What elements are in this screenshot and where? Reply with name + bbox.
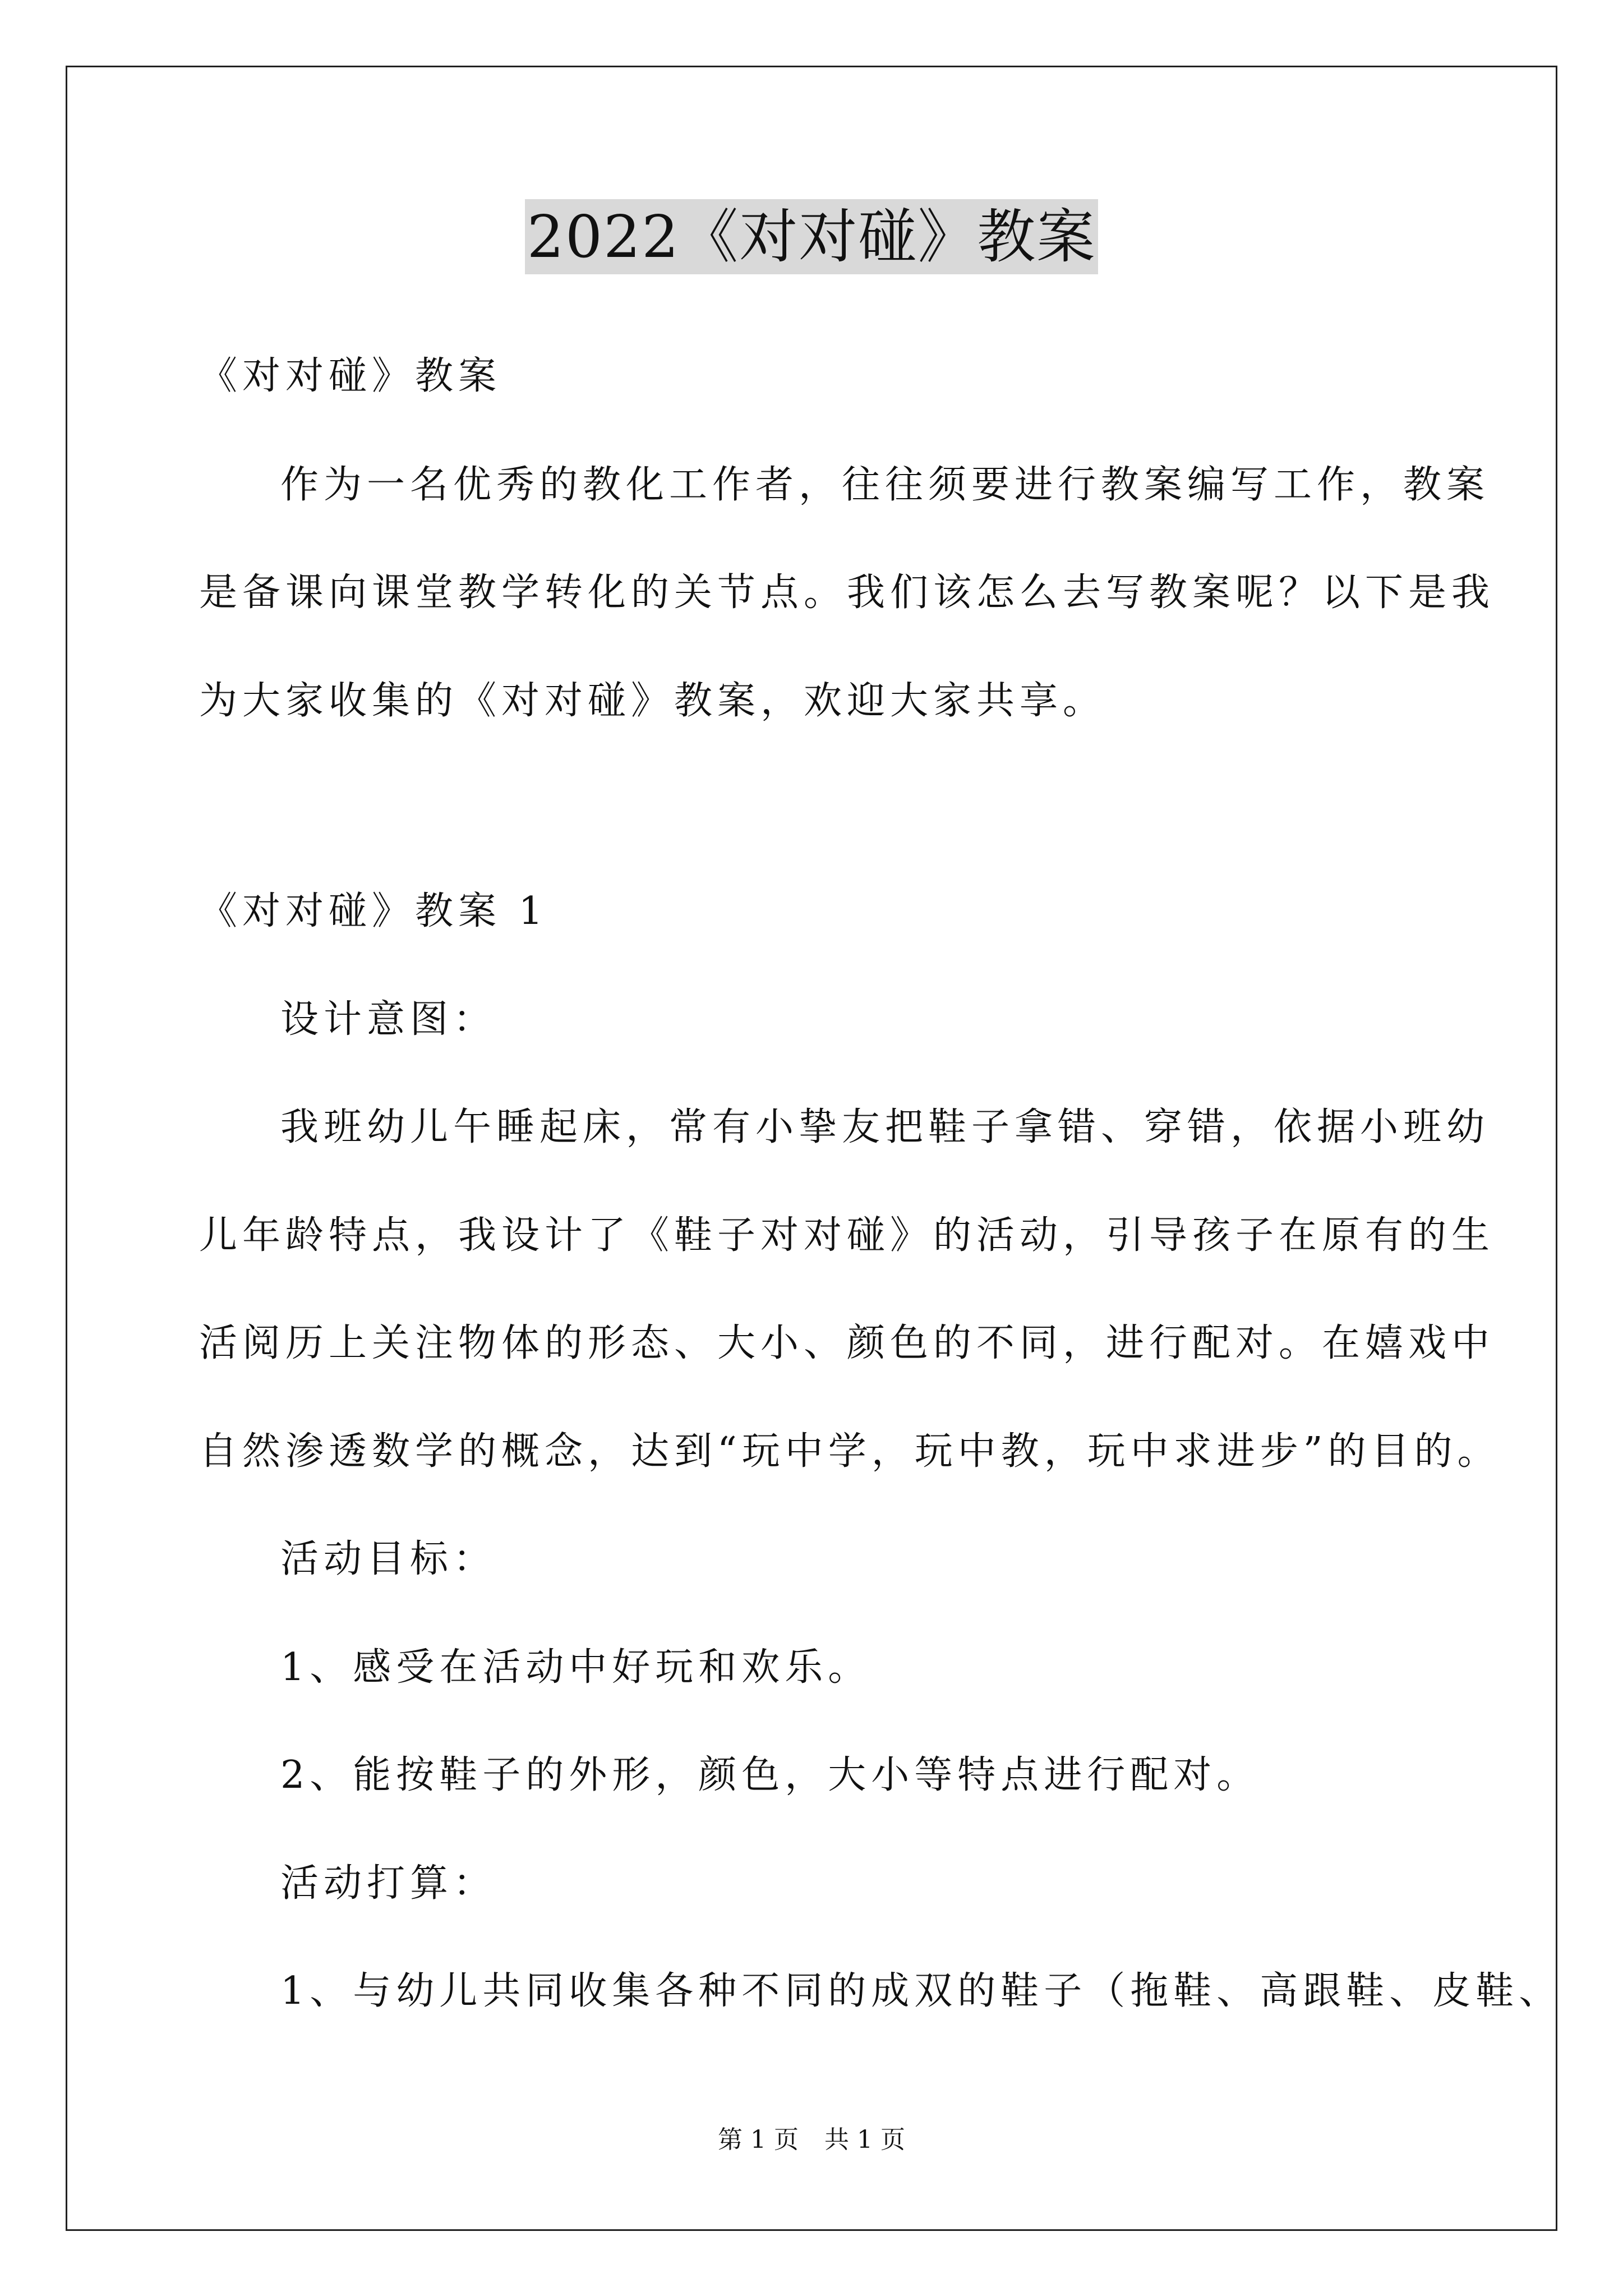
subheading-activity-goals: 活动目标： (280, 1537, 497, 1581)
section-heading-plan-1: 《对对碰》教案 1 (199, 889, 548, 933)
document-title: 2022《对对碰》教案 (525, 199, 1099, 274)
subheading-design-intent: 设计意图： (280, 997, 497, 1042)
paragraph-line: 儿年龄特点，我设计了《鞋子对对碰》的活动，引导孩子在原有的生 (199, 1213, 1495, 1258)
paragraph-line: 为大家收集的《对对碰》教案，欢迎大家共享。 (199, 679, 1106, 723)
paragraph-line: 是备课向课堂教学转化的关节点。我们该怎么去写教案呢？以下是我 (199, 570, 1495, 615)
page-number-current: 第 1 页 (718, 2125, 799, 2154)
list-item: 2、能按鞋子的外形，颜色，大小等特点进行配对。 (280, 1753, 1260, 1797)
page-number-total: 共 1 页 (824, 2125, 905, 2154)
section-heading-intro: 《对对碰》教案 (199, 354, 502, 398)
paragraph-line: 活阅历上关注物体的形态、大小、颜色的不同，进行配对。在嬉戏中 (199, 1321, 1495, 1365)
paragraph-line: 自然渗透数学的概念，达到“玩中学，玩中教，玩中求进步”的目的。 (199, 1429, 1501, 1474)
subheading-activity-preparation: 活动打算： (280, 1861, 497, 1906)
paragraph-line: 我班幼儿午睡起床，常有小挚友把鞋子拿错、穿错，依据小班幼 (280, 1105, 1490, 1149)
list-item: 1、感受在活动中好玩和欢乐。 (280, 1645, 872, 1690)
title-container (0, 199, 1623, 274)
paragraph-line: 作为一名优秀的教化工作者，往往须要进行教案编写工作，教案 (280, 463, 1490, 507)
page-footer (0, 2124, 1623, 2156)
list-item: 1、与幼儿共同收集各种不同的成双的鞋子（拖鞋、高跟鞋、皮鞋、 (280, 1969, 1562, 2013)
